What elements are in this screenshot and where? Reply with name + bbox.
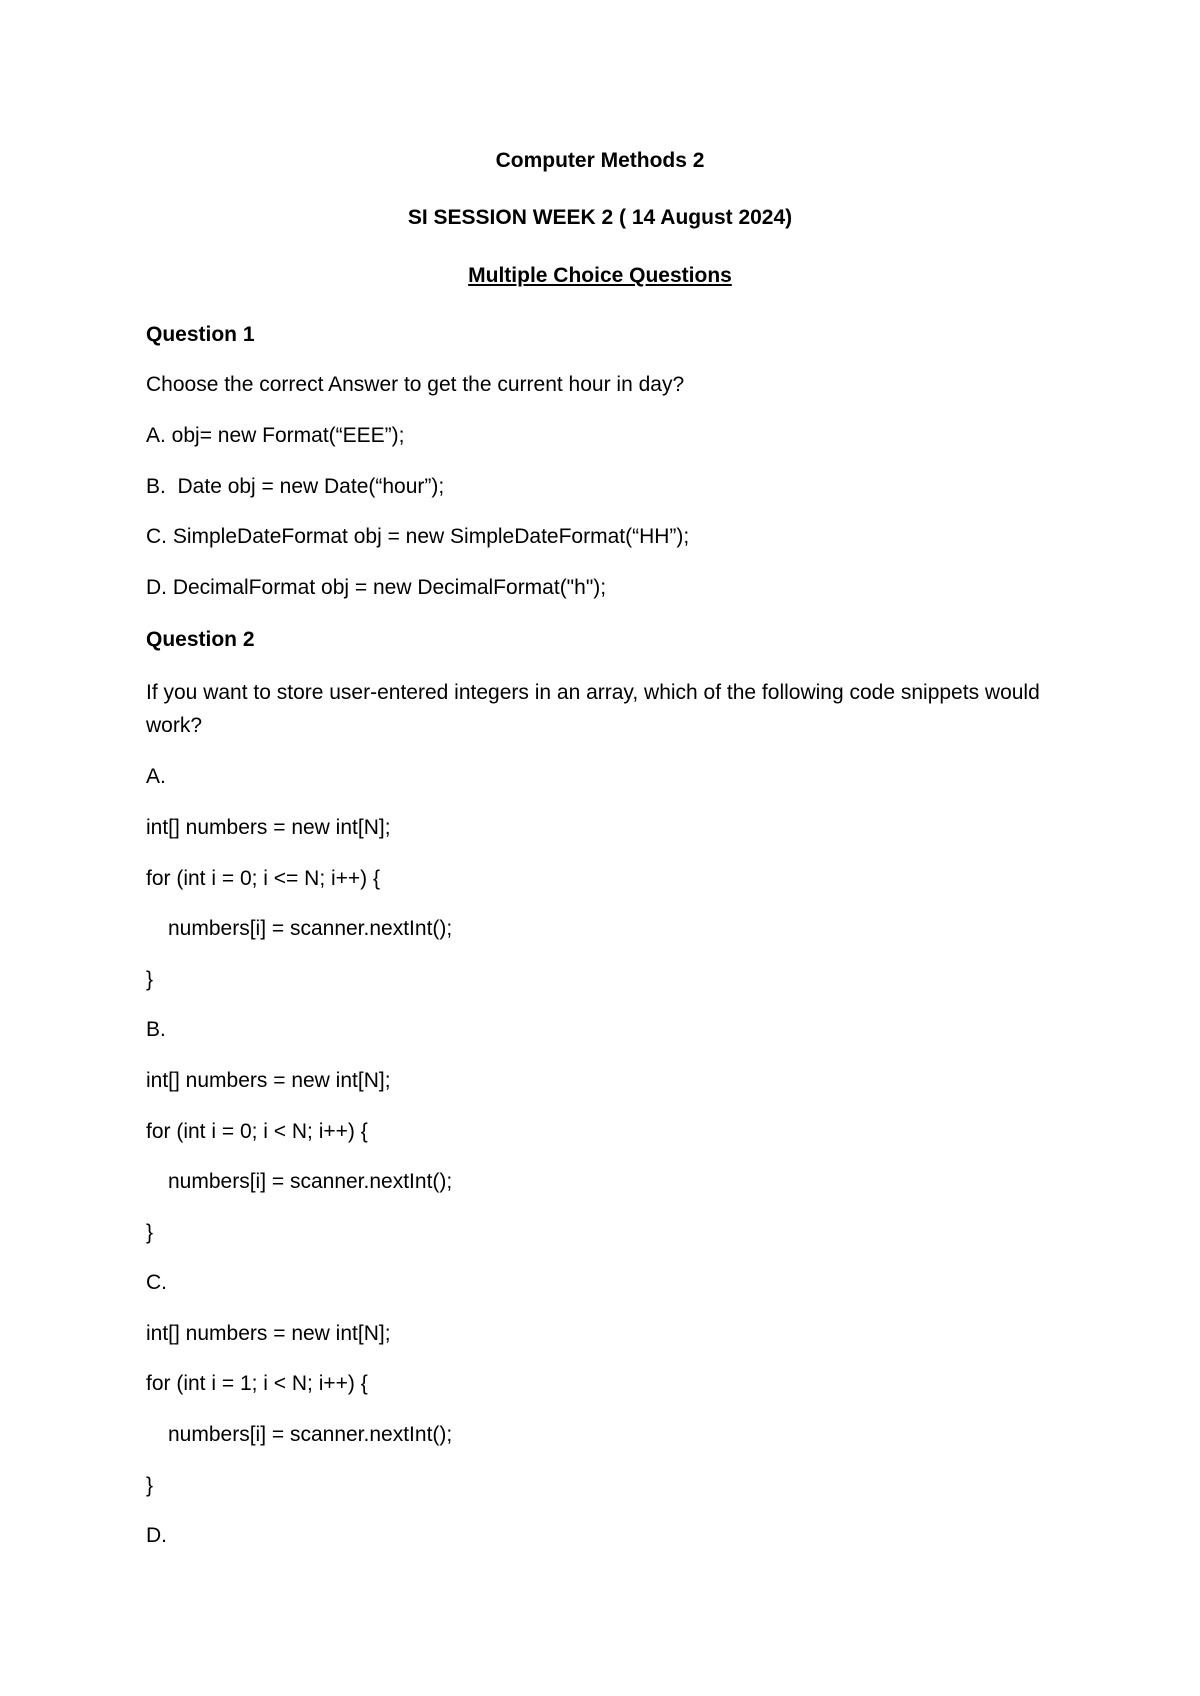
section-heading: Multiple Choice Questions <box>468 264 732 287</box>
code-line: numbers[i] = scanner.nextInt(); <box>168 1170 453 1193</box>
code-line: } <box>146 1474 154 1497</box>
document-title: Computer Methods 2 <box>495 149 705 172</box>
question-2-prompt: If you want to store user-entered integers in an array, which of the following code snippets would work? <box>146 681 1040 737</box>
code-line: } <box>146 968 154 991</box>
code-line: numbers[i] = scanner.nextInt(); <box>168 917 453 940</box>
question-1-heading: Question 1 <box>146 323 255 346</box>
session-subtitle: SI SESSION WEEK 2 ( 14 August 2024) <box>407 206 793 229</box>
question-2-option-a-label: A. <box>146 765 166 788</box>
question-1-option-c: C. SimpleDateFormat obj = new SimpleDateFormat(“HH”); <box>146 525 690 548</box>
question-1-option-d: D. DecimalFormat obj = new DecimalFormat("h"); <box>146 576 607 599</box>
question-2-option-d-label: D. <box>146 1524 167 1547</box>
code-line: int[] numbers = new int[N]; <box>146 1322 391 1345</box>
code-line: int[] numbers = new int[N]; <box>146 1069 391 1092</box>
code-line: } <box>146 1221 154 1244</box>
question-1-option-a: A. obj= new Format(“EEE”); <box>146 424 405 447</box>
code-line: numbers[i] = scanner.nextInt(); <box>168 1423 453 1446</box>
code-line: for (int i = 1; i < N; i++) { <box>146 1372 368 1395</box>
question-2-heading: Question 2 <box>146 628 255 651</box>
question-1-prompt: Choose the correct Answer to get the current hour in day? <box>146 373 685 396</box>
code-line: for (int i = 0; i < N; i++) { <box>146 1120 368 1143</box>
question-2-option-b-label: B. <box>146 1018 166 1041</box>
code-line: for (int i = 0; i <= N; i++) { <box>146 867 381 890</box>
code-line: int[] numbers = new int[N]; <box>146 816 391 839</box>
question-2-option-c-label: C. <box>146 1271 167 1294</box>
question-1-option-b: B. Date obj = new Date(“hour”); <box>146 475 445 498</box>
